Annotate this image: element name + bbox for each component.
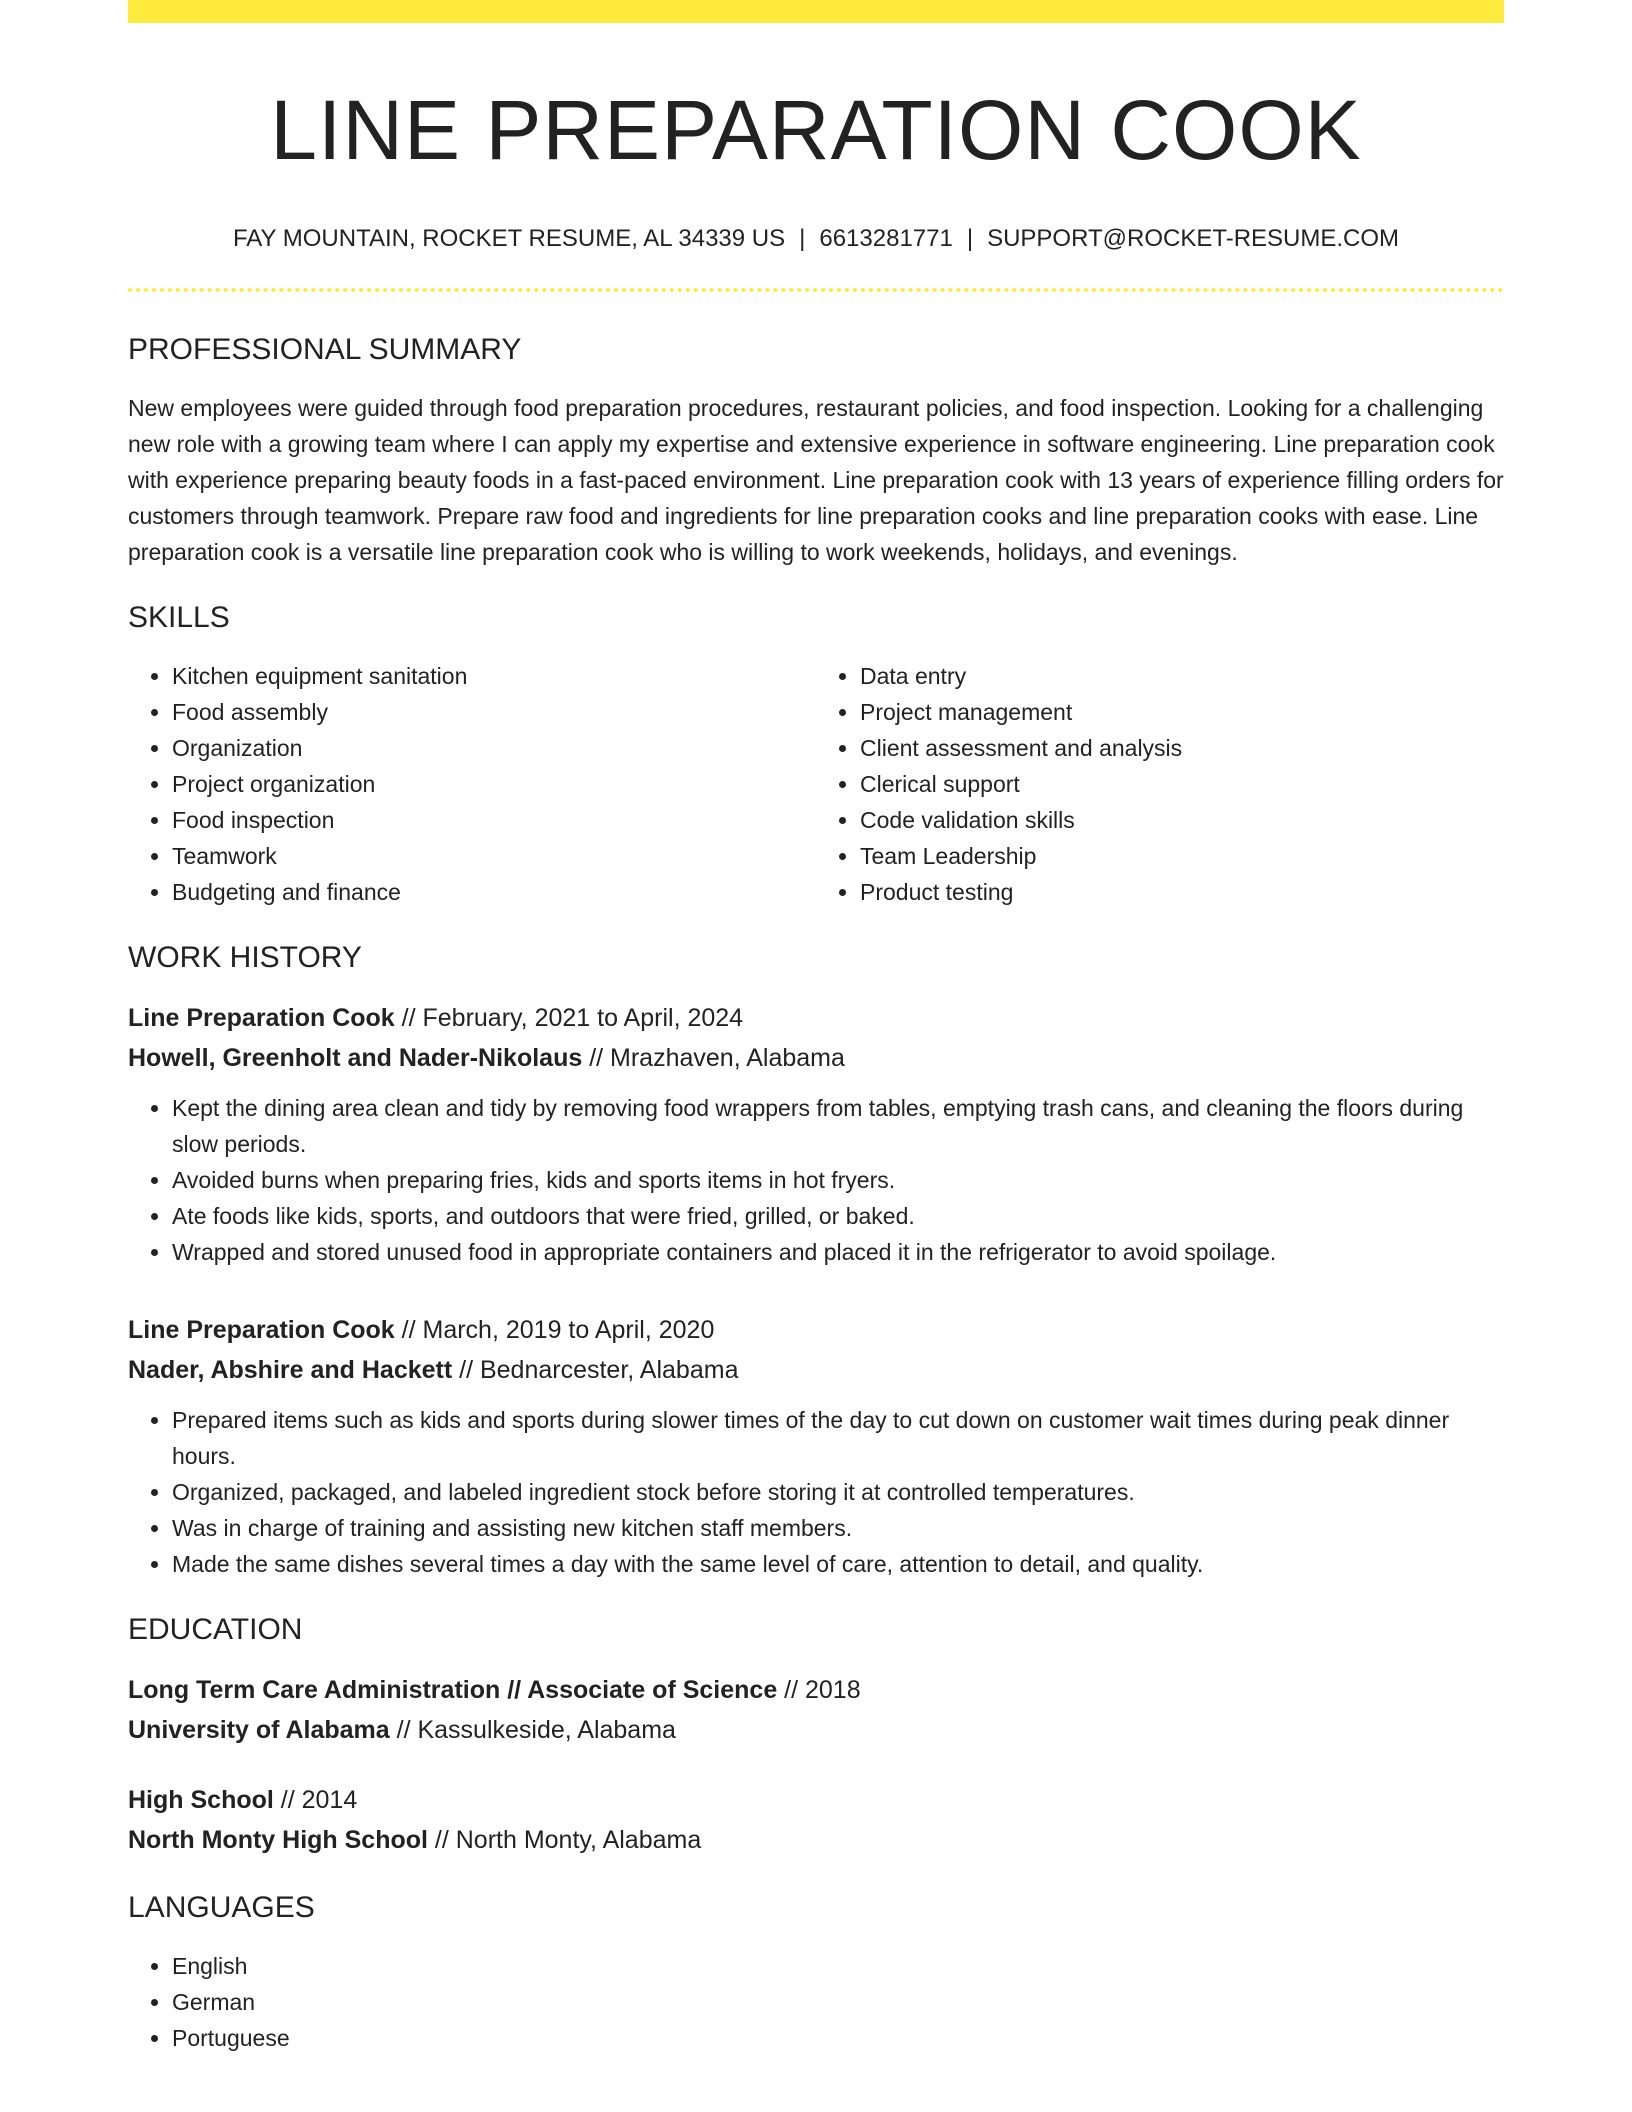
job-company: Howell, Greenholt and Nader-Nikolaus	[128, 1044, 583, 1072]
job-bullets	[128, 1090, 1504, 1270]
job-bullet: • Wrapped and stored unused food in appropriate containers and placed it in the refrigerator to avoid spoilage.	[172, 1234, 1504, 1270]
education-school-line	[128, 1820, 1504, 1860]
skill-item: • Food inspection	[172, 802, 816, 838]
job-company: Nader, Abshire and Hackett	[128, 1356, 453, 1384]
skill-item: • Organization	[172, 730, 816, 766]
skill-item: • Food assembly	[172, 694, 816, 730]
education-entry	[128, 1670, 1504, 1750]
job-bullets	[128, 1402, 1504, 1582]
education-location: // North Monty, Alabama	[427, 1826, 702, 1854]
education-degree-line	[128, 1780, 1504, 1820]
skill-item: • Budgeting and finance	[172, 874, 816, 910]
languages-title: LANGUAGES	[128, 1891, 315, 1924]
education-entry	[128, 1780, 1504, 1860]
education-year: // 2018	[777, 1676, 861, 1704]
dotted-divider	[128, 288, 1504, 292]
languages-list	[128, 1948, 1504, 2056]
summary-text: New employees were guided through food preparation procedures, restaurant policies, and food inspection. Looking for a challenging new role with a growing team where I can apply my expertise and extensive experience in software engineering. Line preparation cook with experience preparing beauty foods in a fast-paced environment. Line preparation cook with 13 years of experience filling orders for customers through teamwork. Prepare raw food and ingredients for line preparation cooks and line preparation cooks with ease. Line preparation cook is a versatile line preparation cook who is willing to work weekends, holidays, and evenings.	[128, 395, 1504, 565]
resume-name: LINE PREPARATION COOK	[270, 83, 1362, 177]
job-entry	[128, 998, 1504, 1270]
skill-item: • Clerical support	[860, 766, 1504, 802]
education-degree-line	[128, 1670, 1504, 1710]
job-dates: // February, 2021 to April, 2024	[394, 1004, 744, 1032]
job-role: Line Preparation Cook	[128, 1316, 395, 1344]
job-company-line	[128, 1038, 1504, 1078]
skill-item: • Code validation skills	[860, 802, 1504, 838]
education-year: // 2014	[273, 1786, 358, 1814]
skills-title: SKILLS	[128, 601, 230, 634]
job-location: // Bednarcester, Alabama	[452, 1356, 739, 1384]
education-degree: High School	[128, 1786, 274, 1814]
job-role-line	[128, 998, 1504, 1038]
job-bullet: • Organized, packaged, and labeled ingredient stock before storing it at controlled temperatures.	[172, 1474, 1504, 1510]
skill-item: • Product testing	[860, 874, 1504, 910]
skill-item: • Client assessment and analysis	[860, 730, 1504, 766]
skill-item: • Project organization	[172, 766, 816, 802]
work-history-title: WORK HISTORY	[128, 941, 362, 974]
language-item: • Portuguese	[172, 2020, 1504, 2056]
job-bullet: • Prepared items such as kids and sports during slower times of the day to cut down on customer wait times during peak dinner hours.	[172, 1402, 1504, 1474]
skill-item: • Kitchen equipment sanitation	[172, 658, 816, 694]
skill-item: • Data entry	[860, 658, 1504, 694]
education-school: University of Alabama	[128, 1716, 390, 1744]
job-location: // Mrazhaven, Alabama	[582, 1044, 845, 1072]
summary-title: PROFESSIONAL SUMMARY	[128, 333, 522, 366]
skill-item: • Project management	[860, 694, 1504, 730]
skills-grid	[128, 658, 1504, 910]
job-bullet: • Was in charge of training and assisting new kitchen staff members.	[172, 1510, 1504, 1546]
job-role-line	[128, 1310, 1504, 1350]
contact-phone: 6613281771	[819, 225, 953, 252]
job-bullet: • Kept the dining area clean and tidy by removing food wrappers from tables, emptying trash cans, and cleaning the floors during slow periods.	[172, 1090, 1504, 1162]
job-bullet: • Made the same dishes several times a day with the same level of care, attention to detail, and quality.	[172, 1546, 1504, 1582]
job-role: Line Preparation Cook	[128, 1004, 395, 1032]
skill-item: • Team Leadership	[860, 838, 1504, 874]
language-item: • English	[172, 1948, 1504, 1984]
education-title: EDUCATION	[128, 1613, 303, 1646]
resume-content	[128, 0, 1504, 2056]
job-bullet: • Ate foods like kids, sports, and outdoors that were fried, grilled, or baked.	[172, 1198, 1504, 1234]
job-bullet: • Avoided burns when preparing fries, kids and sports items in hot fryers.	[172, 1162, 1504, 1198]
language-item: • German	[172, 1984, 1504, 2020]
skill-item: • Teamwork	[172, 838, 816, 874]
contact-separator: |	[966, 225, 974, 252]
education-degree: Long Term Care Administration // Associate of Science	[128, 1676, 778, 1704]
skills-right-column	[816, 658, 1504, 910]
education-location: // Kassulkeside, Alabama	[389, 1716, 676, 1744]
contact-separator: |	[799, 225, 806, 252]
education-school-line	[128, 1710, 1504, 1750]
skills-left-column	[128, 658, 816, 910]
job-company-line	[128, 1350, 1504, 1390]
contact-address: FAY MOUNTAIN, ROCKET RESUME, AL 34339 US	[232, 225, 786, 252]
contact-email: SUPPORT@ROCKET-RESUME.COM	[987, 225, 1400, 252]
education-school: North Monty High School	[128, 1826, 428, 1854]
job-entry	[128, 1310, 1504, 1582]
contact-line	[128, 224, 1504, 254]
job-dates: // March, 2019 to April, 2020	[394, 1316, 715, 1344]
